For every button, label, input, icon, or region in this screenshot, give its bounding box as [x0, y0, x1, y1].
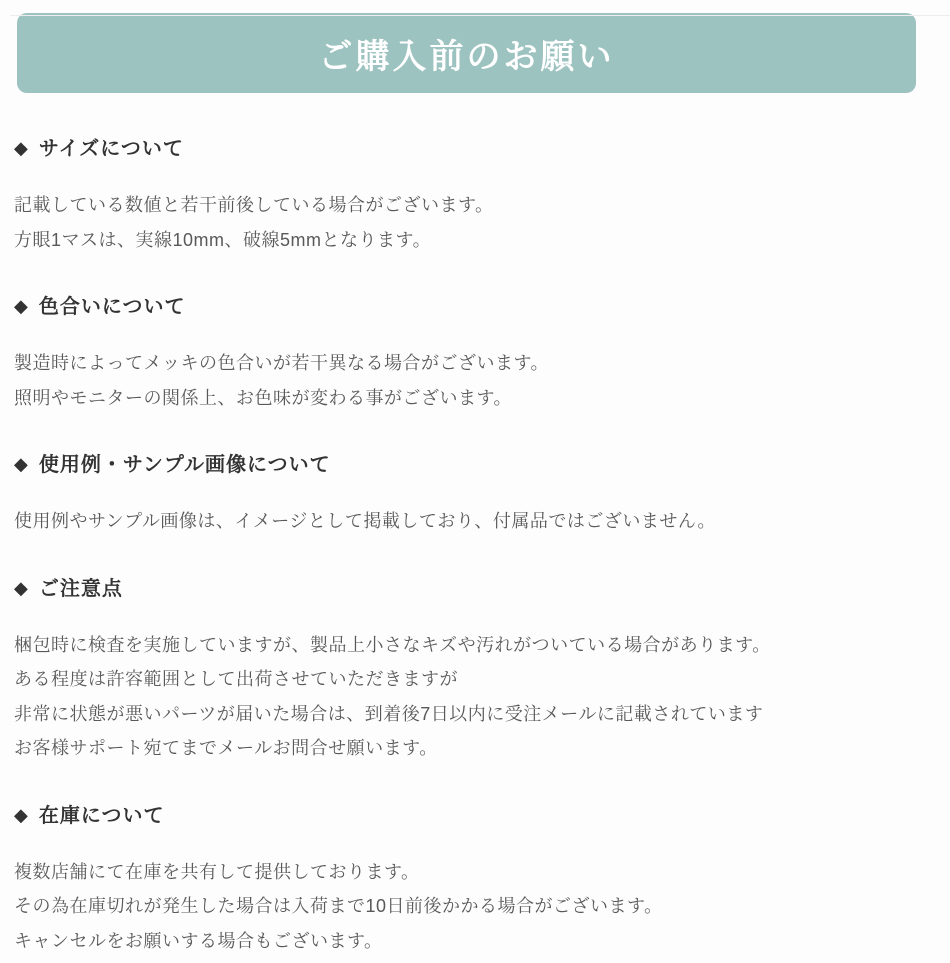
body-line: その為在庫切れが発生した場合は入荷まで10日前後かかる場合がございます。 — [14, 896, 663, 916]
section-body — [14, 855, 910, 959]
section-heading-label: 色合いについて — [38, 296, 186, 318]
body-line: 使用例やサンプル画像は、イメージとして掲載しており、付属品ではございません。 — [14, 511, 716, 531]
body-line: 複数店舗にて在庫を共有して提供しております。 — [14, 861, 420, 882]
section-heading-label: サイズについて — [38, 138, 184, 160]
body-line: 製造時によってメッキの色合いが若干異なる場合がございます。 — [14, 353, 550, 373]
diamond-bullet-icon: ◆ — [14, 804, 29, 825]
section-heading-label: ご注意点 — [38, 577, 123, 600]
section-heading-label: 使用例・サンプル画像について — [38, 454, 331, 476]
section-heading — [14, 575, 910, 602]
notice-content — [0, 135, 950, 958]
body-line: 記載している数値と若干前後している場合がございます。 — [14, 195, 494, 215]
section-sample-images — [14, 451, 910, 539]
diamond-bullet-icon: ◆ — [14, 454, 29, 474]
section-stock — [14, 802, 910, 959]
page-title: ご購入前のお願い — [318, 37, 615, 76]
section-heading-label: 在庫について — [38, 804, 165, 827]
section-body — [14, 628, 910, 766]
body-line: 非常に状態が悪いパーツが届いた場合は、到着後7日以内に受注メールに記載されています — [14, 703, 764, 724]
diamond-bullet-icon: ◆ — [14, 296, 29, 316]
body-line: キャンセルをお願いする場合もございます。 — [14, 930, 383, 951]
diamond-bullet-icon: ◆ — [14, 138, 29, 158]
section-heading — [14, 802, 910, 829]
section-heading — [14, 135, 910, 162]
body-line: 照明やモニターの関係上、お色味が変わる事がございます。 — [14, 387, 513, 408]
body-line: 方眼1マスは、実線10mm、破線5mmとなります。 — [14, 229, 432, 250]
body-line: ある程度は許容範囲として出荷させていただきますが — [14, 669, 458, 689]
section-size — [14, 135, 910, 257]
section-cautions — [14, 575, 910, 766]
notice-banner — [17, 13, 916, 93]
diamond-bullet-icon: ◆ — [14, 577, 29, 598]
top-divider — [10, 15, 950, 16]
body-line: 梱包時に検査を実施していますが、製品上小さなキズや汚れがついている場合があります。 — [14, 634, 771, 655]
body-line: お客様サポート宛てまでメールお問合せ願います。 — [14, 738, 438, 758]
section-heading — [14, 293, 910, 320]
section-heading — [14, 451, 910, 478]
section-color — [14, 293, 910, 415]
section-body — [14, 346, 910, 415]
section-body — [14, 504, 910, 539]
section-body — [14, 188, 910, 257]
